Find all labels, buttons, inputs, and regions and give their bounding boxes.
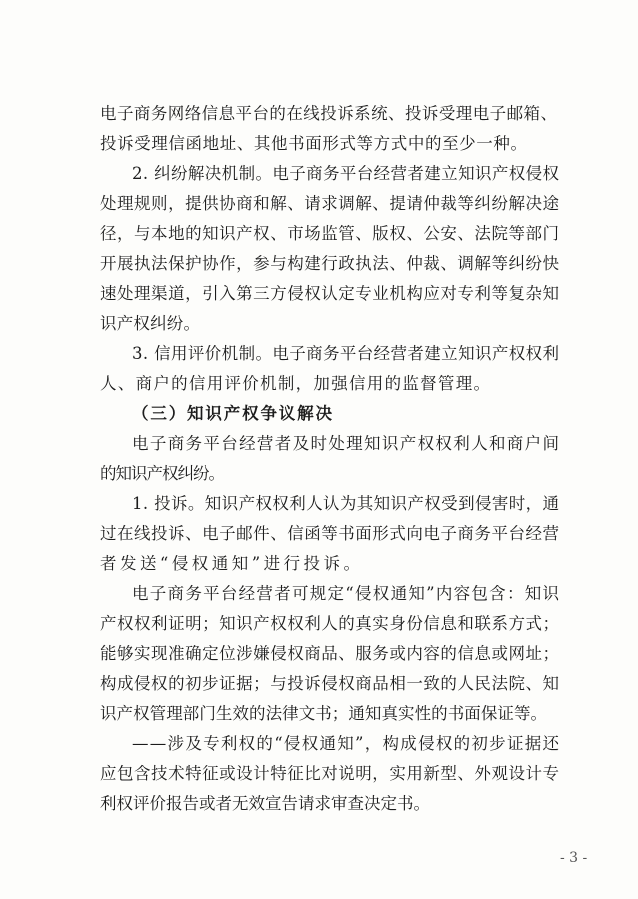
section-heading: （三）知识产权争议解决	[132, 404, 334, 423]
text-line-4: 处理规则，提供协商和解、请求调解、提请仲裁等纠纷解决途	[100, 194, 560, 213]
text-line-1: 电子商务网络信息平台的在线投诉系统、投诉受理电子邮箱、	[100, 104, 558, 123]
text-line-21: 识产权管理部门生效的法律文书；通知真实性的书面保证等。	[100, 704, 548, 723]
text-line-13: 的知识产权纠纷。	[100, 464, 224, 483]
text-line-23: 应包含技术特征或设计特征比对说明，实用新型、外观设计专	[100, 764, 560, 783]
text-line-12: 电子商务平台经营者及时处理知识产权权利人和商户间	[132, 434, 561, 453]
text-line-10: 人、商户的信用评价机制，加强信用的监督管理。	[100, 374, 492, 393]
text-line-2: 投诉受理信函地址、其他书面形式等方式中的至少一种。	[100, 134, 528, 153]
text-line-15: 过在线投诉、电子邮件、信函等书面形式向电子商务平台经营	[100, 524, 560, 543]
text-line-20: 构成侵权的初步证据；与投诉侵权商品相一致的人民法院、知	[100, 674, 560, 693]
text-line-7: 速处理渠道，引入第三方侵权认定专业机构应对专利等复杂知	[100, 284, 560, 303]
text-line-3: 2. 纠纷解决机制。电子商务平台经营者建立知识产权侵权	[132, 164, 560, 183]
page-number: - 3 -	[560, 850, 588, 866]
text-line-18: 产权权利证明；知识产权权利人的真实身份信息和联系方式；	[100, 614, 560, 633]
text-line-24: 利权评价报告或者无效宣告请求审查决定书。	[100, 794, 430, 813]
text-line-8: 识产权纠纷。	[100, 314, 201, 333]
text-line-17: 电子商务平台经营者可规定“侵权通知”内容包含：知识	[132, 584, 561, 603]
text-line-6: 开展执法保护协作，参与构建行政执法、仲裁、调解等纠纷快	[100, 254, 560, 273]
text-line-9: 3. 信用评价机制。电子商务平台经营者建立知识产权权利	[132, 344, 560, 363]
text-line-22: ——涉及专利权的“侵权通知”，构成侵权的初步证据还	[132, 734, 561, 753]
text-line-19: 能够实现准确定位涉嫌侵权商品、服务或内容的信息或网址；	[100, 644, 560, 663]
text-line-5: 径，与本地的知识产权、市场监管、版权、公安、法院等部门	[100, 224, 560, 243]
text-line-14: 1. 投诉。知识产权权利人认为其知识产权受到侵害时，通	[132, 494, 560, 513]
text-line-16: 者发送“侵权通知”进行投诉。	[100, 554, 364, 573]
